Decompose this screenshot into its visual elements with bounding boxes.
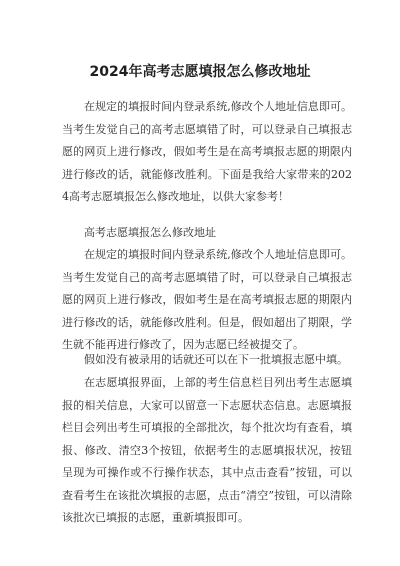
section-paragraph-2: 假如没有被录用的话就还可以在下一批填报志愿中填。: [84, 353, 348, 366]
article-title: 2024年高考志愿填报怎么修改地址: [89, 64, 311, 80]
section-heading: 高考志愿填报怎么修改地址: [84, 226, 216, 239]
intro-paragraph: 在规定的填报时间内登录系统,修改个人地址信息即可。当考生发觉自己的高考志愿填错了时，可以登录自己填报志愿的网页上进行修改，假如考生是在高考填报志愿的期限内进行修改的话，就能修改胜利。下面是我给大家带来的2024高考志愿填报怎么修改地址，以供大家参考！: [62, 100, 352, 203]
section-paragraph-1: 在规定的填报时间内登录系统,修改个人地址信息即可。当考生发觉自己的高考志愿填错了时，可以登录自己填报志愿的网页上进行修改，假如考生是在高考填报志愿的期限内进行修改的话，就能修改胜利。但是，假如超出了期限，学生就不能再进行修改了，因为志愿已经被提交了。: [62, 248, 352, 351]
section-paragraph-3: 在志愿填报界面，上部的考生信息栏目列出考生志愿填报的相关信息，大家可以留意一下志愿状态信息。志愿填报栏目会列出考生可填报的全部批次，每个批次均有查看，填报、修改、清空3个按钮，依据考生的志愿填报状况，按钮呈现为可操作或不行操作状态，其中点击查看”按钮，可以查看考生在该批次填报的志愿，点击“清空”按钮，可以清除该批次已填报的志愿，重新填报即可。: [62, 376, 352, 524]
